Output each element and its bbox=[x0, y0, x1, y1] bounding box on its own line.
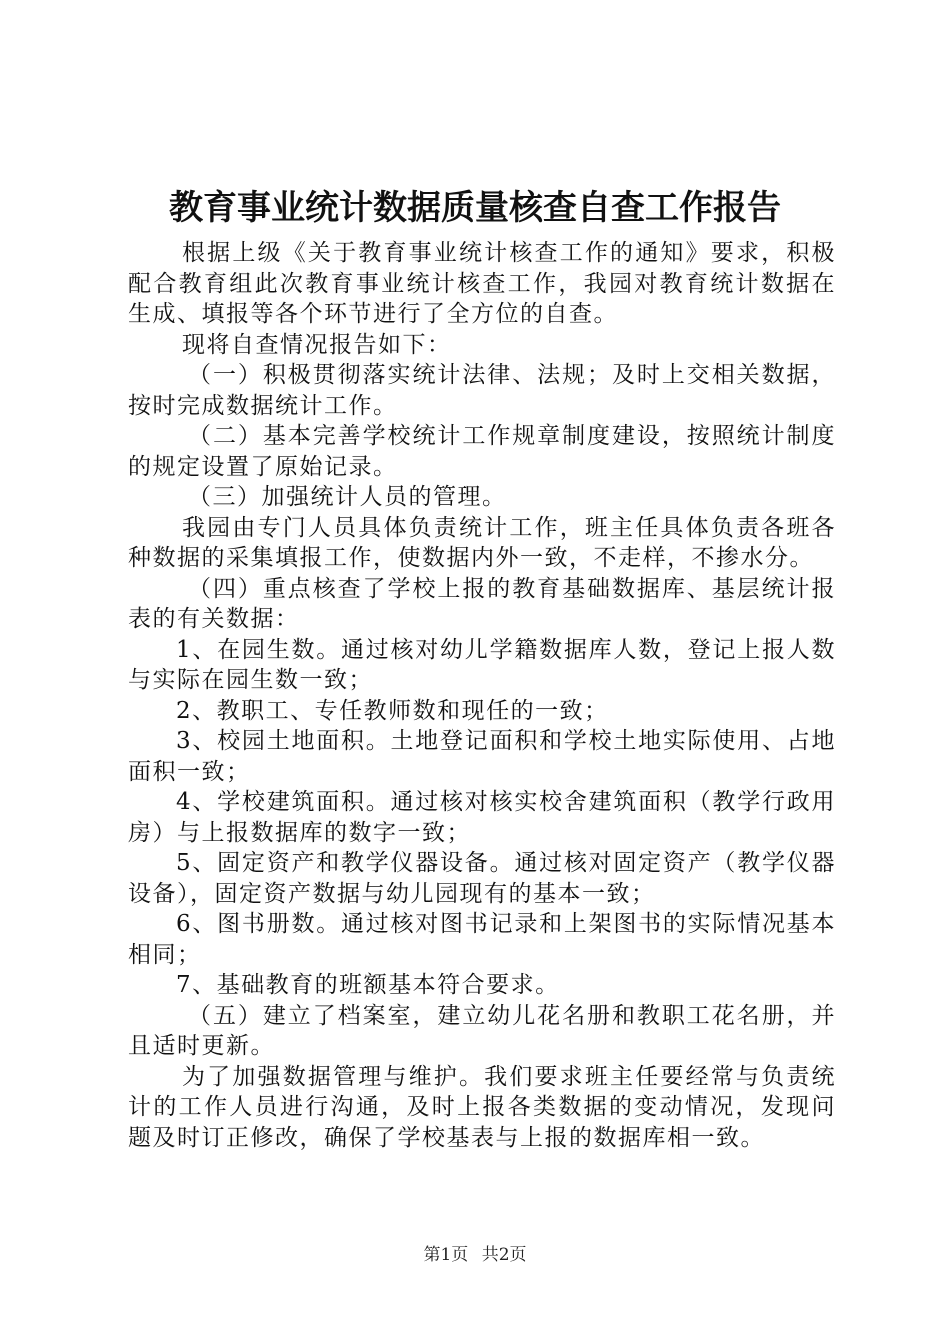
document-body bbox=[128, 238, 836, 1153]
paragraph-conclusion: 为了加强数据管理与维护。我们要求班主任要经常与负责统计的工作人员进行沟通，及时上报各类数据的变动情况，发现问题及时订正修改，确保了学校基表与上报的数据库相一致。 bbox=[128, 1063, 836, 1151]
document-title: 教育事业统计数据质量核查自查工作报告 bbox=[169, 188, 781, 228]
paragraph-section-1: （一）积极贯彻落实统计法律、法规；及时上交相关数据，按时完成数据统计工作。 bbox=[128, 362, 836, 419]
page-footer bbox=[0, 1244, 950, 1266]
list-item-2: 2、教职工、专任教师数和现任的一致； bbox=[176, 697, 609, 724]
paragraph-intro: 根据上级《关于教育事业统计核查工作的通知》要求，积极配合教育组此次教育事业统计核查工作，我园对教育统计数据在生成、填报等各个环节进行了全方位的自查。 bbox=[128, 240, 836, 327]
paragraph-staff: 我园由专门人员具体负责统计工作，班主任具体负责各班各种数据的采集填报工作，使数据内外一致，不走样，不掺水分。 bbox=[128, 514, 836, 571]
list-item-7: 7、基础教育的班额基本符合要求。 bbox=[176, 972, 560, 998]
list-item-3: 3、校园土地面积。土地登记面积和学校土地实际使用、占地面积一致； bbox=[128, 728, 836, 785]
list-item-6: 6、图书册数。通过核对图书记录和上架图书的实际情况基本相同； bbox=[128, 911, 836, 968]
list-item-5: 5、固定资产和教学仪器设备。通过核对固定资产（教学仪器设备），固定资产数据与幼儿园现有的基本一致； bbox=[128, 850, 836, 907]
page-total: 共2页 bbox=[481, 1245, 527, 1265]
paragraph-section-4: （四）重点核查了学校上报的教育基础数据库、基层统计报表的有关数据： bbox=[128, 575, 836, 632]
paragraph-section-5: （五）建立了档案室，建立幼儿花名册和教职工花名册，并且适时更新。 bbox=[128, 1002, 836, 1059]
paragraph-section-3: （三）加强统计人员的管理。 bbox=[188, 484, 507, 510]
list-item-1: 1、在园生数。通过核对幼儿学籍数据库人数，登记上报人数与实际在园生数一致； bbox=[128, 636, 836, 693]
paragraph-section-2: （二）基本完善学校统计工作规章制度建设，按照统计制度的规定设置了原始记录。 bbox=[128, 423, 836, 480]
paragraph-report-lead: 现将自查情况报告如下： bbox=[182, 331, 452, 358]
page-number: 第1页 bbox=[423, 1245, 469, 1265]
list-item-4: 4、学校建筑面积。通过核对核实校舍建筑面积（教学行政用房）与上报数据库的数字一致； bbox=[128, 789, 836, 846]
